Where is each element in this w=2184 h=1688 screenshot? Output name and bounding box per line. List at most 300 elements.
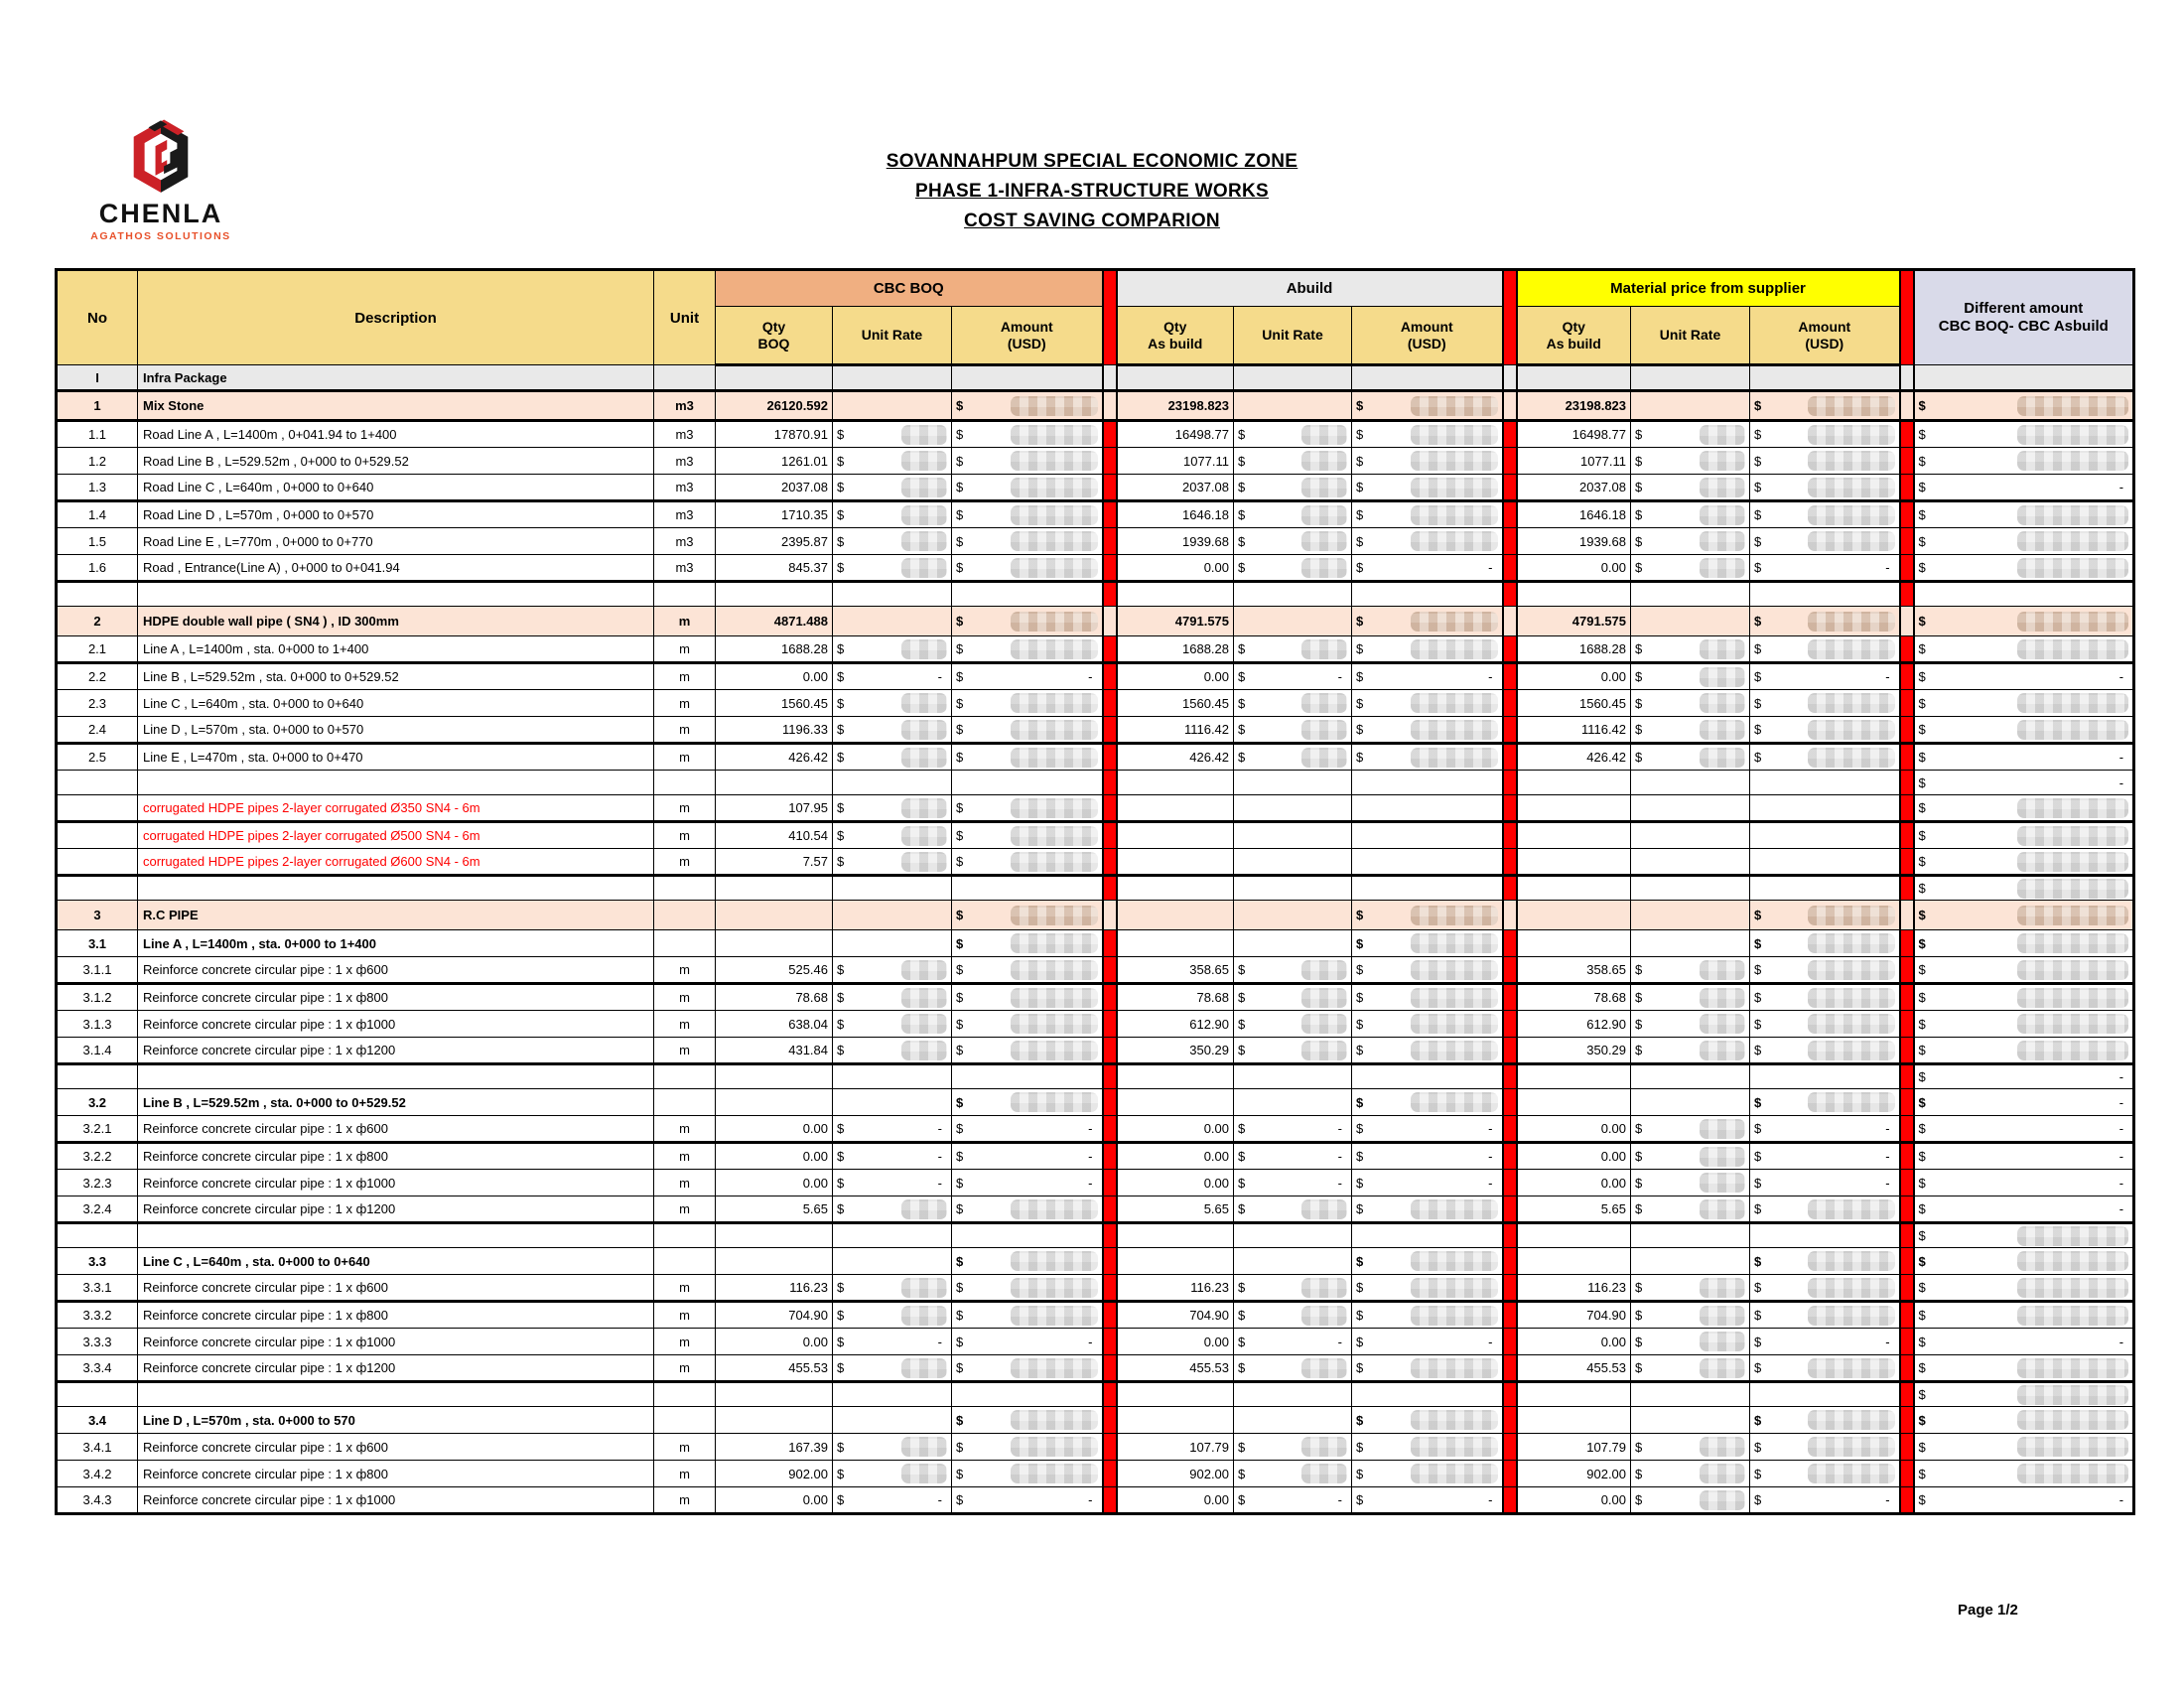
cell-description: Road Line C , L=640m , 0+000 to 0+640 bbox=[138, 475, 654, 501]
cell-money bbox=[952, 475, 1103, 501]
cell-no: 3.1.2 bbox=[57, 984, 138, 1011]
dollar-sign: $ bbox=[837, 1360, 845, 1375]
cell-qty: 5.65 bbox=[1517, 1196, 1631, 1223]
cell-qty bbox=[1234, 1064, 1352, 1089]
cell-unit: m bbox=[654, 849, 716, 876]
redacted-value bbox=[2017, 558, 2128, 578]
redacted-value bbox=[2017, 396, 2128, 416]
table-row bbox=[57, 1407, 2134, 1434]
dollar-sign: $ bbox=[1918, 1334, 1926, 1349]
redacted-value bbox=[2017, 531, 2128, 551]
cell-no: 3.1.4 bbox=[57, 1038, 138, 1064]
redacted-value bbox=[901, 1014, 947, 1034]
cell-qty bbox=[833, 365, 952, 391]
cell-diff-amount bbox=[1914, 984, 2134, 1011]
cell-no: 3.4 bbox=[57, 1407, 138, 1434]
cell-unit: m bbox=[654, 1461, 716, 1487]
cell-qty: 2037.08 bbox=[1517, 475, 1631, 501]
red-divider bbox=[1103, 607, 1117, 636]
cell-no: 3.3.1 bbox=[57, 1275, 138, 1302]
cell-money bbox=[1352, 1329, 1503, 1355]
table-row bbox=[57, 876, 2134, 901]
cell-money bbox=[1234, 1116, 1352, 1143]
dollar-sign: $ bbox=[1754, 1121, 1762, 1136]
dollar-sign: $ bbox=[1635, 695, 1643, 711]
cell-qty: 612.90 bbox=[1117, 1011, 1234, 1038]
dollar-sign: $ bbox=[1918, 1412, 1926, 1428]
dollar-sign: $ bbox=[837, 641, 845, 656]
cell-money bbox=[1352, 607, 1503, 636]
dollar-sign: $ bbox=[837, 669, 845, 684]
redacted-value bbox=[1011, 960, 1098, 980]
zero-dash: - bbox=[1337, 1492, 1343, 1507]
red-divider bbox=[1900, 475, 1914, 501]
zero-dash: - bbox=[1488, 669, 1493, 684]
redacted-value bbox=[2017, 826, 2128, 846]
dollar-sign: $ bbox=[956, 854, 964, 869]
cell-diff-amount bbox=[1914, 876, 2134, 901]
cell-money bbox=[833, 822, 952, 849]
cell-money bbox=[1750, 1355, 1900, 1382]
cell-qty bbox=[1631, 1089, 1750, 1116]
dollar-sign: $ bbox=[956, 398, 964, 413]
cell-unit: m bbox=[654, 957, 716, 984]
cell-qty: 704.90 bbox=[1517, 1302, 1631, 1329]
zero-dash: - bbox=[1885, 669, 1890, 684]
dollar-sign: $ bbox=[1238, 1016, 1246, 1032]
red-divider bbox=[1103, 1302, 1117, 1329]
redacted-value bbox=[1700, 505, 1745, 525]
dollar-sign: $ bbox=[1754, 935, 1762, 951]
table-row bbox=[57, 1116, 2134, 1143]
title-line-3: COST SAVING COMPARION bbox=[964, 211, 1220, 231]
cell-money bbox=[1234, 690, 1352, 717]
redacted-value bbox=[1011, 1306, 1098, 1326]
redacted-value bbox=[2017, 1306, 2128, 1326]
cell-unit bbox=[654, 1064, 716, 1089]
dollar-sign: $ bbox=[1635, 669, 1643, 684]
cell-unit bbox=[654, 1248, 716, 1275]
cell-money bbox=[952, 1355, 1103, 1382]
cell-diff-amount bbox=[1914, 501, 2134, 528]
cell-diff-amount bbox=[1914, 849, 2134, 876]
cell-no: 3.4.2 bbox=[57, 1461, 138, 1487]
cell-unit bbox=[654, 901, 716, 930]
cell-money bbox=[952, 849, 1103, 876]
red-divider bbox=[1503, 663, 1517, 690]
cell-money bbox=[952, 528, 1103, 555]
dollar-sign: $ bbox=[1754, 962, 1762, 977]
cell-description: Reinforce concrete circular pipe : 1 x ф1000 bbox=[138, 1487, 654, 1514]
cell-no: 3.1.3 bbox=[57, 1011, 138, 1038]
cell-diff-amount bbox=[1914, 528, 2134, 555]
redacted-value bbox=[1411, 1251, 1498, 1271]
redacted-value bbox=[1808, 1278, 1895, 1298]
cell-money bbox=[952, 636, 1103, 663]
cell-qty bbox=[833, 876, 952, 901]
cell-qty: 1077.11 bbox=[1117, 448, 1234, 475]
redacted-value bbox=[2017, 693, 2128, 713]
dollar-sign: $ bbox=[1918, 1149, 1926, 1164]
cell-diff-amount bbox=[1914, 901, 2134, 930]
cell-qty: 0.00 bbox=[1517, 663, 1631, 690]
dollar-sign: $ bbox=[1238, 1280, 1246, 1295]
cell-money bbox=[1750, 1248, 1900, 1275]
cell-money bbox=[1750, 1038, 1900, 1064]
dollar-sign: $ bbox=[1356, 908, 1364, 922]
dollar-sign: $ bbox=[1754, 1492, 1762, 1507]
dollar-sign: $ bbox=[956, 1308, 964, 1323]
redacted-value bbox=[2017, 988, 2128, 1008]
cell-money bbox=[833, 1275, 952, 1302]
red-divider bbox=[1900, 901, 1914, 930]
dollar-sign: $ bbox=[1754, 641, 1762, 656]
dollar-sign: $ bbox=[1918, 1094, 1926, 1110]
zero-dash: - bbox=[1885, 560, 1890, 575]
dollar-sign: $ bbox=[1356, 750, 1364, 765]
cell-qty bbox=[1517, 771, 1631, 795]
cell-qty bbox=[1117, 1382, 1234, 1407]
red-divider bbox=[1503, 1116, 1517, 1143]
cell-qty bbox=[1117, 1407, 1234, 1434]
redacted-value bbox=[1808, 396, 1895, 416]
cell-money bbox=[833, 1038, 952, 1064]
cell-qty bbox=[1117, 1089, 1234, 1116]
cell-description: Reinforce concrete circular pipe : 1 x ф800 bbox=[138, 1302, 654, 1329]
cell-description: Reinforce concrete circular pipe : 1 x ф800 bbox=[138, 1461, 654, 1487]
red-divider bbox=[1503, 391, 1517, 421]
dollar-sign: $ bbox=[1238, 962, 1246, 977]
redacted-value bbox=[901, 425, 947, 445]
redacted-value bbox=[1011, 933, 1098, 953]
cell-qty: 1688.28 bbox=[1517, 636, 1631, 663]
cell-money bbox=[1352, 528, 1503, 555]
dollar-sign: $ bbox=[837, 1175, 845, 1191]
redacted-value bbox=[1301, 639, 1347, 659]
header-different-amount bbox=[1914, 270, 2134, 365]
cell-qty: 902.00 bbox=[1117, 1461, 1234, 1487]
redacted-value bbox=[1411, 960, 1498, 980]
cell-qty bbox=[1352, 1382, 1503, 1407]
redacted-value bbox=[1411, 748, 1498, 768]
cell-unit bbox=[654, 930, 716, 957]
cell-money bbox=[833, 744, 952, 771]
red-divider bbox=[1900, 957, 1914, 984]
dollar-sign: $ bbox=[956, 669, 964, 684]
dollar-sign: $ bbox=[1635, 1043, 1643, 1057]
zero-dash: - bbox=[1088, 1149, 1093, 1164]
cell-qty: 1560.45 bbox=[716, 690, 833, 717]
redacted-value bbox=[1411, 531, 1498, 551]
cell-money bbox=[1352, 1434, 1503, 1461]
cell-qty: 23198.823 bbox=[1517, 391, 1631, 421]
red-divider bbox=[1900, 717, 1914, 744]
red-divider bbox=[1900, 1407, 1914, 1434]
cell-qty bbox=[1750, 822, 1900, 849]
cell-money bbox=[833, 690, 952, 717]
dollar-sign: $ bbox=[956, 990, 964, 1005]
dollar-sign: $ bbox=[1635, 1334, 1643, 1349]
cell-money bbox=[833, 1329, 952, 1355]
dollar-sign: $ bbox=[1238, 641, 1246, 656]
dollar-sign: $ bbox=[956, 722, 964, 737]
dollar-sign: $ bbox=[1635, 1439, 1643, 1455]
dollar-sign: $ bbox=[1238, 1121, 1246, 1136]
group-header-cbc-boq: CBC BOQ bbox=[716, 270, 1103, 307]
redacted-value bbox=[1301, 558, 1347, 578]
red-divider bbox=[1503, 1487, 1517, 1514]
cell-qty bbox=[1234, 1407, 1352, 1434]
cell-money bbox=[1234, 421, 1352, 448]
redacted-value bbox=[1301, 1306, 1347, 1326]
redacted-value bbox=[1700, 748, 1745, 768]
cell-description bbox=[138, 876, 654, 901]
cell-qty bbox=[952, 1223, 1103, 1248]
redacted-value bbox=[1301, 1358, 1347, 1378]
redacted-value bbox=[2017, 906, 2128, 925]
redacted-value bbox=[1011, 1041, 1098, 1060]
table-row bbox=[57, 1143, 2134, 1170]
cell-no: 1.5 bbox=[57, 528, 138, 555]
dollar-sign: $ bbox=[956, 962, 964, 977]
table-row bbox=[57, 1011, 2134, 1038]
cell-qty bbox=[1517, 582, 1631, 607]
cell-qty bbox=[1352, 876, 1503, 901]
redacted-value bbox=[1700, 1437, 1745, 1457]
dollar-sign: $ bbox=[1754, 1149, 1762, 1164]
zero-dash: - bbox=[937, 669, 942, 684]
red-divider bbox=[1900, 1064, 1914, 1089]
redacted-value bbox=[2017, 1410, 2128, 1430]
cell-money bbox=[833, 555, 952, 582]
red-divider bbox=[1900, 1248, 1914, 1275]
redacted-value bbox=[1808, 1041, 1895, 1060]
cell-money bbox=[1234, 1170, 1352, 1196]
table-row bbox=[57, 1196, 2134, 1223]
cell-qty: 1688.28 bbox=[1117, 636, 1234, 663]
zero-dash: - bbox=[2118, 1094, 2124, 1110]
cell-unit: m bbox=[654, 636, 716, 663]
redacted-value bbox=[1411, 1199, 1498, 1219]
dollar-sign: $ bbox=[1238, 750, 1246, 765]
cell-diff-amount bbox=[1914, 475, 2134, 501]
cell-unit bbox=[654, 1407, 716, 1434]
redacted-value bbox=[1301, 1041, 1347, 1060]
dollar-sign: $ bbox=[956, 1175, 964, 1191]
cell-money bbox=[1631, 1143, 1750, 1170]
cell-money bbox=[1234, 1143, 1352, 1170]
redacted-value bbox=[1808, 451, 1895, 471]
dollar-sign: $ bbox=[1635, 507, 1643, 522]
cell-qty bbox=[833, 930, 952, 957]
red-divider bbox=[1900, 795, 1914, 822]
redacted-value bbox=[2017, 960, 2128, 980]
dollar-sign: $ bbox=[837, 560, 845, 575]
cell-no: 2 bbox=[57, 607, 138, 636]
cell-money bbox=[1234, 1355, 1352, 1382]
zero-dash: - bbox=[1337, 669, 1343, 684]
dollar-sign: $ bbox=[1754, 1094, 1762, 1110]
cell-qty bbox=[1750, 795, 1900, 822]
dollar-sign: $ bbox=[1918, 1253, 1926, 1269]
cell-money bbox=[1352, 901, 1503, 930]
cell-money bbox=[952, 901, 1103, 930]
zero-dash: - bbox=[1885, 1175, 1890, 1191]
cell-no: 2.5 bbox=[57, 744, 138, 771]
cell-no: 3.4.1 bbox=[57, 1434, 138, 1461]
dollar-sign: $ bbox=[1356, 1280, 1364, 1295]
cell-qty bbox=[1750, 1223, 1900, 1248]
dollar-sign: $ bbox=[1918, 1043, 1926, 1057]
cell-qty: 426.42 bbox=[1117, 744, 1234, 771]
cell-money bbox=[1234, 957, 1352, 984]
redacted-value bbox=[2017, 933, 2128, 953]
red-divider bbox=[1900, 555, 1914, 582]
red-divider bbox=[1503, 1461, 1517, 1487]
zero-dash: - bbox=[2118, 750, 2124, 765]
dollar-sign: $ bbox=[956, 1360, 964, 1375]
cell-diff-amount bbox=[1914, 744, 2134, 771]
cell-qty bbox=[833, 1382, 952, 1407]
dollar-sign: $ bbox=[1754, 1360, 1762, 1375]
redacted-value bbox=[1700, 1147, 1745, 1167]
redacted-value bbox=[901, 748, 947, 768]
cell-money bbox=[833, 717, 952, 744]
cell-money bbox=[1352, 1196, 1503, 1223]
cell-qty bbox=[1117, 1248, 1234, 1275]
cell-qty: 107.95 bbox=[716, 795, 833, 822]
cell-qty bbox=[952, 365, 1103, 391]
cell-description: corrugated HDPE pipes 2-layer corrugated Ø600 SN4 - 6m bbox=[138, 849, 654, 876]
redacted-value bbox=[901, 1041, 947, 1060]
cell-qty: 78.68 bbox=[1517, 984, 1631, 1011]
dollar-sign: $ bbox=[1635, 427, 1643, 442]
table-row bbox=[57, 1302, 2134, 1329]
red-divider bbox=[1103, 663, 1117, 690]
dollar-sign: $ bbox=[1918, 614, 1926, 629]
red-divider bbox=[1103, 448, 1117, 475]
red-divider bbox=[1503, 717, 1517, 744]
cell-money bbox=[1631, 984, 1750, 1011]
table-row bbox=[57, 1089, 2134, 1116]
dollar-sign: $ bbox=[837, 1201, 845, 1216]
zero-dash: - bbox=[1488, 1121, 1493, 1136]
cell-qty bbox=[833, 1064, 952, 1089]
cell-no: 1.4 bbox=[57, 501, 138, 528]
cell-money bbox=[1631, 1355, 1750, 1382]
cell-money bbox=[1750, 1116, 1900, 1143]
cell-qty: 0.00 bbox=[1117, 1170, 1234, 1196]
redacted-value bbox=[901, 1464, 947, 1483]
red-divider bbox=[1503, 365, 1517, 391]
dollar-sign: $ bbox=[1918, 1228, 1926, 1243]
cell-money bbox=[1631, 475, 1750, 501]
cell-description bbox=[138, 771, 654, 795]
cell-money bbox=[1750, 1143, 1900, 1170]
cell-money bbox=[1631, 744, 1750, 771]
table-row bbox=[57, 1223, 2134, 1248]
cell-diff-amount bbox=[1914, 930, 2134, 957]
header-no: No bbox=[57, 270, 138, 365]
red-divider bbox=[1503, 1355, 1517, 1382]
dollar-sign: $ bbox=[1754, 533, 1762, 549]
cell-qty bbox=[1517, 822, 1631, 849]
zero-dash: - bbox=[2118, 1121, 2124, 1136]
dollar-sign: $ bbox=[956, 453, 964, 469]
cell-money bbox=[1750, 744, 1900, 771]
red-divider bbox=[1503, 876, 1517, 901]
redacted-value bbox=[901, 639, 947, 659]
cell-qty bbox=[1352, 822, 1503, 849]
cell-qty: 1196.33 bbox=[716, 717, 833, 744]
redacted-value bbox=[901, 1278, 947, 1298]
cell-diff-amount bbox=[1914, 1196, 2134, 1223]
cell-money bbox=[833, 1434, 952, 1461]
redacted-value bbox=[901, 852, 947, 872]
dollar-sign: $ bbox=[1635, 1149, 1643, 1164]
cell-diff-amount bbox=[1914, 690, 2134, 717]
cell-diff-amount bbox=[1914, 421, 2134, 448]
company-name: CHENLA bbox=[98, 199, 223, 228]
redacted-value bbox=[1700, 1332, 1745, 1351]
redacted-value bbox=[1301, 1278, 1347, 1298]
cell-diff-amount bbox=[1914, 1407, 2134, 1434]
cell-money bbox=[1631, 1038, 1750, 1064]
dollar-sign: $ bbox=[1754, 1280, 1762, 1295]
red-divider bbox=[1900, 822, 1914, 849]
table-row bbox=[57, 1170, 2134, 1196]
dollar-sign: $ bbox=[1918, 480, 1926, 494]
cell-qty: 902.00 bbox=[716, 1461, 833, 1487]
cell-money bbox=[1631, 1302, 1750, 1329]
redacted-value bbox=[1808, 612, 1895, 632]
cell-qty bbox=[716, 1407, 833, 1434]
cell-diff-amount bbox=[1914, 448, 2134, 475]
cell-qty: 455.53 bbox=[1517, 1355, 1631, 1382]
cell-qty bbox=[1234, 822, 1352, 849]
cell-qty: 107.79 bbox=[1517, 1434, 1631, 1461]
zero-dash: - bbox=[937, 1121, 942, 1136]
cell-money bbox=[1352, 663, 1503, 690]
dollar-sign: $ bbox=[1918, 1492, 1926, 1507]
cell-unit: m3 bbox=[654, 555, 716, 582]
cell-diff-amount bbox=[1914, 1434, 2134, 1461]
redacted-value bbox=[1301, 1014, 1347, 1034]
redacted-value bbox=[901, 798, 947, 818]
red-divider bbox=[1503, 957, 1517, 984]
cell-unit bbox=[654, 582, 716, 607]
dollar-sign: $ bbox=[837, 1334, 845, 1349]
cell-qty: 0.00 bbox=[1517, 1170, 1631, 1196]
cell-unit: m bbox=[654, 1434, 716, 1461]
dollar-sign: $ bbox=[1356, 1360, 1364, 1375]
redacted-value bbox=[1808, 748, 1895, 768]
red-divider bbox=[1103, 1143, 1117, 1170]
cell-qty: 0.00 bbox=[716, 1329, 833, 1355]
cell-diff-amount bbox=[1914, 1011, 2134, 1038]
dollar-sign: $ bbox=[1238, 1492, 1246, 1507]
cell-money bbox=[1234, 984, 1352, 1011]
cell-qty: 116.23 bbox=[1117, 1275, 1234, 1302]
redacted-value bbox=[1700, 1464, 1745, 1483]
cell-money bbox=[952, 1143, 1103, 1170]
cell-qty: 0.00 bbox=[716, 1143, 833, 1170]
cell-qty: 1560.45 bbox=[1117, 690, 1234, 717]
cell-description bbox=[138, 1382, 654, 1407]
red-divider bbox=[1900, 582, 1914, 607]
zero-dash: - bbox=[2118, 1492, 2124, 1507]
red-divider bbox=[1103, 1434, 1117, 1461]
